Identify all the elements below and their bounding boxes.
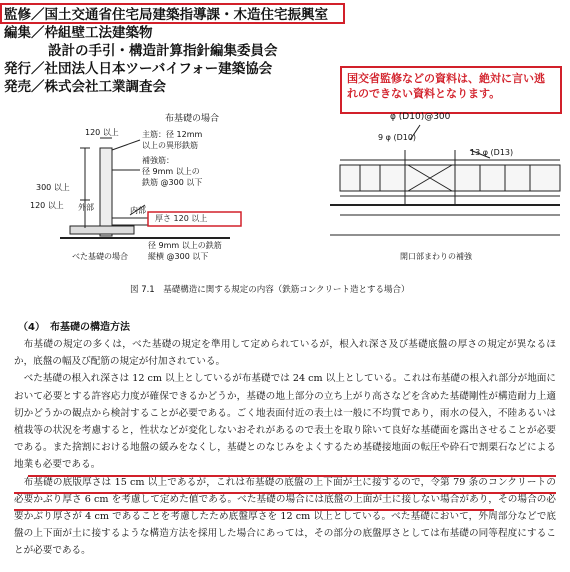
label-inside: 内部 (130, 206, 146, 215)
body-text (14, 336, 556, 560)
paragraph-3: 布基礎の底版厚さは 15 cm 以上であるが，これは布基礎の底盤の上下面が土に接するので，令第 79 条のコンクリートの必要かぶり厚さ 6 cm を考慮して定めた値である。べた基礎の場合には底盤の上面が土に接しない場合があり，その場合の必要かぶり厚さが 4 cm であることを考慮したため底盤厚さを 12 cm 以上としている。べた基礎において，外周部分などで底盤の上下面が土に接するような構造方法を採用した場合にあっては，その部分の底盤厚さとしては布基礎の同等程度にすることが必要である。 (14, 476, 556, 557)
credit-editor-committee: 設計の手引・構造計算指針編集委員会 (48, 43, 278, 59)
label-mat-caption: べた基礎の場合 (72, 252, 128, 261)
label-rebar-13: 13 φ (D13) (470, 148, 514, 157)
label-main-bar-2: 以上の異形鉄筋 (142, 141, 198, 150)
section-title: （4） 布基礎の構造方法 (18, 322, 130, 333)
credit-supervision: 監修／国土交通省住宅局建築指導課・木造住宅振興室 (4, 7, 328, 23)
label-aux-bar-2: 径 9mm 以上の (142, 167, 200, 176)
highlight-underline-1 (28, 475, 556, 477)
label-rebar-9: 9 φ (D10) (378, 133, 417, 142)
credit-publisher: 発行／社団法人日本ツーバイフォー建築協会 (4, 61, 273, 77)
figure-right-title: φ (D10)@300 (390, 112, 451, 122)
label-aux-bar: 補強筋： (142, 156, 174, 165)
highlight-underline-2 (14, 492, 556, 494)
paragraph-2: べた基礎の根入れ深さは 12 cm 以上としているが布基礎では 24 cm 以上としている。これは布基礎の根入れ部分が地面において必要とする許容応力度が確保できるかどうか，基礎の地上部分の立ち上がり高さなどを含めた基礎剛性が構造耐力上適切かどうかの観点から検討することが必要である。ごく地表面付近の表土は一般に不均質であり，雨水の侵入，不陸あるいは植栽等の状況を考慮すると，性状などが変化しないおそれがあるので表土を取り除いて良好な基礎面を露出させることが必要である。また捨割における地盤の緩みをなくし，基礎とのなじみをよくするため基礎接地面の転圧や砕石で割栗石などによる地業も必要である。 (14, 373, 556, 471)
callout-note: 国交省監修などの資料は、絶対に言い逃れのできない資料となります。 (340, 66, 562, 114)
credit-editor: 編集／枠組壁工法建築物 (4, 25, 153, 41)
label-slab-bar-2: 縦横 @300 以下 (148, 252, 209, 261)
label-opening: 開口部まわりの補強 (400, 252, 472, 261)
label-aux-bar-3: 鉄筋 @300 以下 (142, 178, 203, 187)
figure-caption: 図 7.1 基礎構造に関する規定の内容（鉄筋コンクリート造とする場合） (130, 285, 410, 295)
label-dim-300: 300 以上 (36, 183, 70, 192)
label-slab-bar: 径 9mm 以上の鉄筋 (148, 241, 222, 250)
highlight-underline-3 (14, 509, 494, 511)
paragraph-1: 布基礎の規定の多くは，べた基礎の規定を準用して定められているが，根入れ深さ及び基礎底盤の厚さの規定が異なるほか，底盤の幅及び配筋の規定が付加されている。 (14, 339, 556, 368)
label-main-bar: 主筋：径 12mm (142, 130, 203, 139)
credit-distributor: 発売／株式会社工業調査会 (4, 79, 166, 95)
label-dim-120-top: 120 以上 (85, 128, 119, 137)
label-dim-120-bottom: 120 以上 (30, 201, 64, 210)
label-outside: 外部 (78, 203, 94, 212)
label-thickness: 厚さ 120 以上 (155, 214, 208, 223)
figure-left-title: 布基礎の場合 (165, 114, 220, 124)
